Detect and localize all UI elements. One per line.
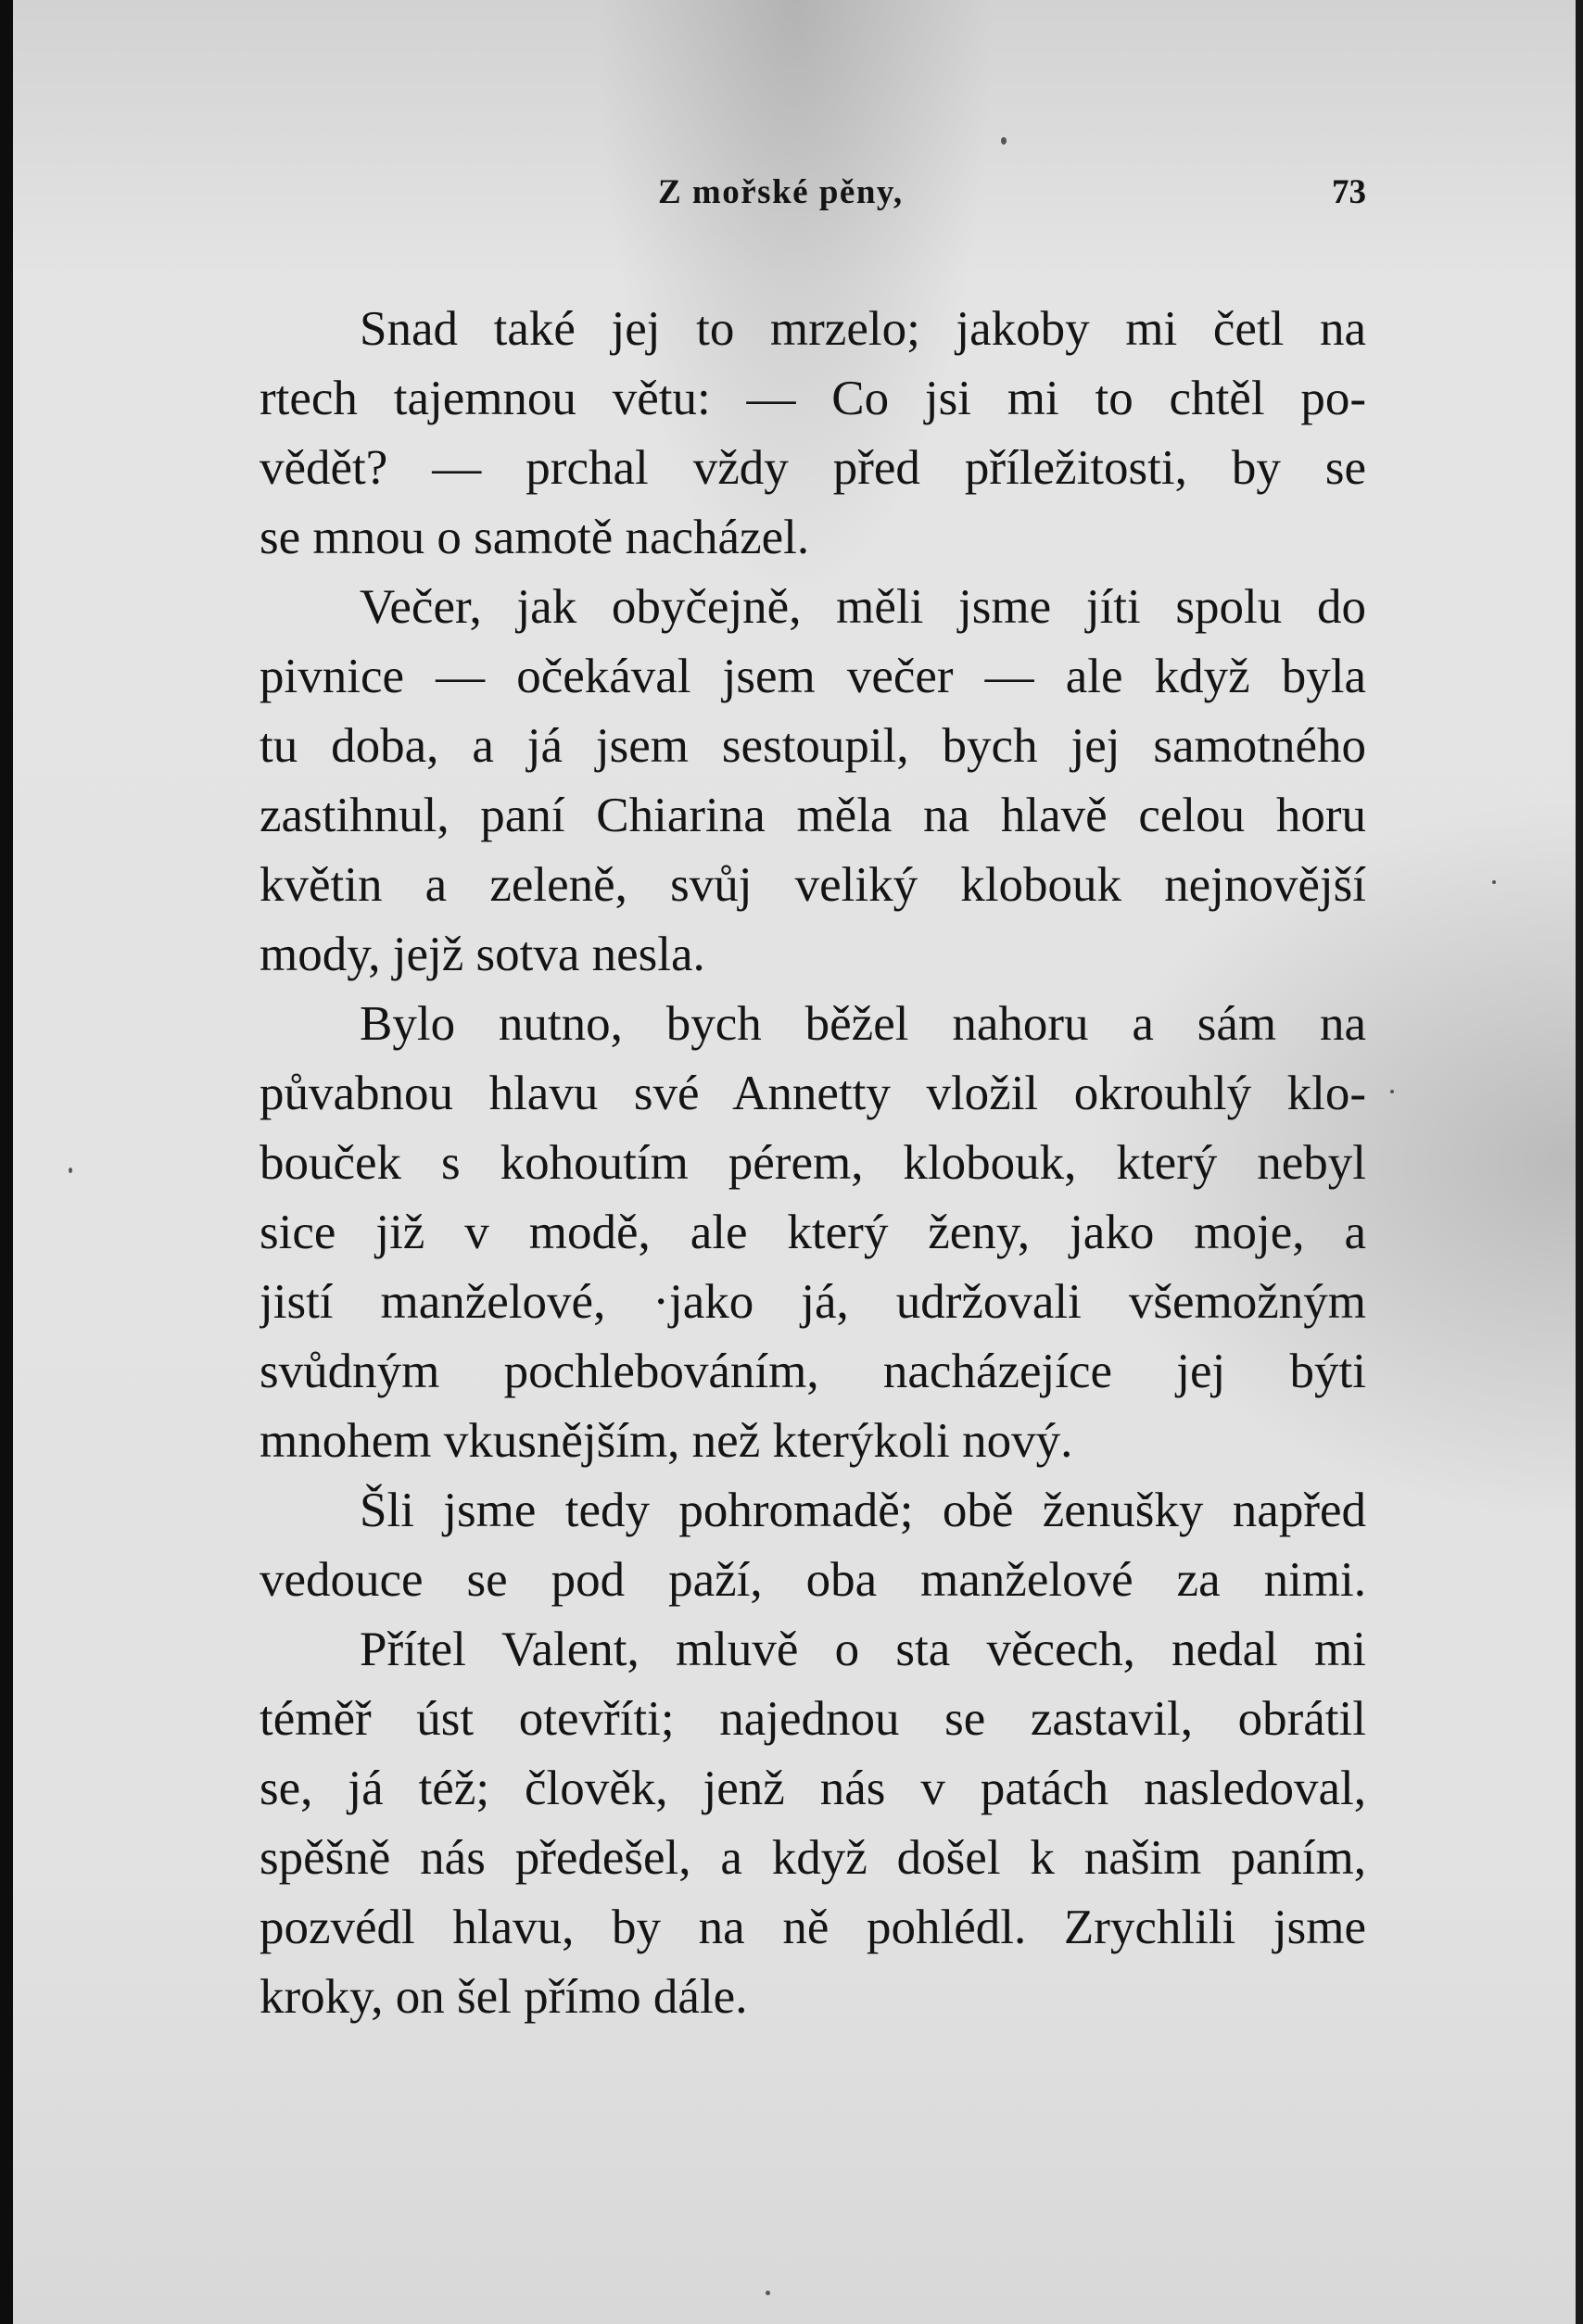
body-text	[260, 295, 1366, 2032]
text-line: Šli jsme tedy pohromadě; obě ženušky napřed	[360, 1484, 1366, 1537]
text-line: svůdným pochlebováním, nacházejíce jej býti	[260, 1345, 1366, 1398]
text-line: pivnice — očekával jsem večer — ale když byla	[260, 650, 1366, 703]
page-number: 73	[1332, 173, 1366, 211]
text-line: vedouce se pod paží, oba manželové za nimi.	[260, 1553, 1366, 1607]
running-head: Z mořské pěny,	[658, 173, 904, 211]
text-line: zastihnul, paní Chiarina měla na hlavě celou horu	[260, 789, 1366, 842]
paper-speck	[69, 1168, 72, 1173]
text-line: tu doba, a já jsem sestoupil, bych jej samotného	[260, 719, 1366, 773]
text-line: květin a zeleně, svůj veliký klobouk nejnovější	[260, 858, 1366, 912]
text-line: rtech tajemnou větu: — Co jsi mi to chtěl po-	[260, 372, 1366, 425]
paper-speck	[1390, 1090, 1394, 1093]
text-line: jistí manželové, ·jako já, udržovali všemožným	[260, 1275, 1366, 1329]
paper-speck	[1492, 880, 1496, 884]
text-line: téměř úst otevříti; najednou se zastavil, obrátil	[260, 1692, 1366, 1746]
text-line: vědět? — prchal vždy před příležitosti, by se	[260, 441, 1366, 495]
text-line: pozvédl hlavu, by na ně pohlédl. Zrychlili jsme	[260, 1901, 1366, 1954]
text-line: se mnou o samotě nacházel.	[260, 511, 810, 564]
text-line: Snad také jej to mrzelo; jakoby mi četl na	[360, 302, 1366, 356]
scan-left-edge	[0, 0, 13, 2324]
text-line: sice již v modě, ale který ženy, jako moje, a	[260, 1206, 1366, 1259]
text-line: Bylo nutno, bych běžel nahoru a sám na	[360, 997, 1366, 1051]
page-header	[260, 172, 1366, 228]
text-line: kroky, on šel přímo dále.	[260, 1970, 748, 2024]
paper-speck	[1001, 137, 1007, 145]
text-line: půvabnou hlavu své Annetty vložil okrouhlý klo-	[260, 1067, 1366, 1120]
text-line: spěšně nás předešel, a když došel k našim paním,	[260, 1831, 1366, 1885]
text-line: bouček s kohoutím pérem, klobouk, který nebyl	[260, 1136, 1366, 1190]
text-line: se, já též; člověk, jenž nás v patách nasledoval,	[260, 1762, 1366, 1815]
text-line: Přítel Valent, mluvě o sta věcech, nedal mi	[360, 1623, 1366, 1676]
book-page	[13, 0, 1576, 2324]
text-line: mnohem vkusnějším, než kterýkoli nový.	[260, 1414, 1073, 1468]
paper-speck	[766, 2291, 770, 2295]
text-line: mody, jejž sotva nesla.	[260, 928, 705, 981]
text-line: Večer, jak obyčejně, měli jsme jíti spolu do	[360, 580, 1366, 634]
